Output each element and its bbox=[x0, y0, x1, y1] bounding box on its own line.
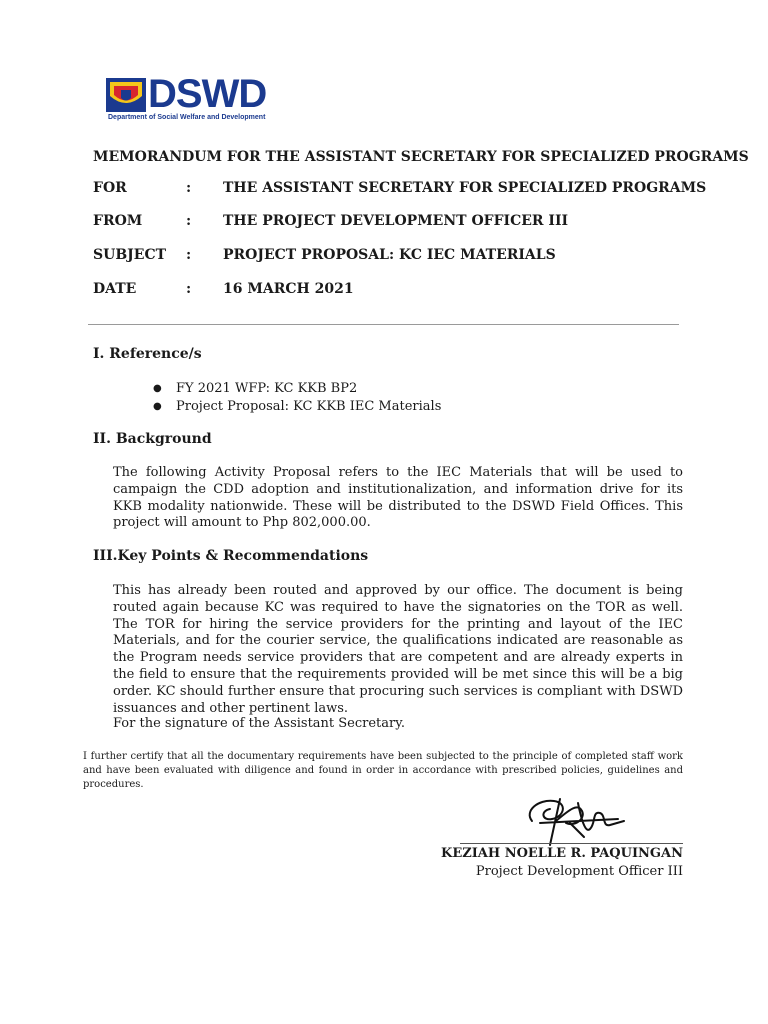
date-label: DATE bbox=[93, 281, 137, 297]
signatory-position: Project Development Officer III bbox=[475, 864, 683, 879]
dswd-logo bbox=[106, 72, 276, 124]
background-heading: II. Background bbox=[93, 431, 212, 447]
from-label: FROM bbox=[93, 213, 143, 229]
key-points-heading: III.Key Points & Recommendations bbox=[93, 548, 369, 564]
from-value: THE PROJECT DEVELOPMENT OFFICER III bbox=[223, 213, 569, 229]
memo-title: MEMORANDUM FOR THE ASSISTANT SECRETARY FOR SPECIALIZED PROGRAMS bbox=[93, 149, 749, 165]
for-value: THE ASSISTANT SECRETARY FOR SPECIALIZED PROGRAMS bbox=[223, 180, 707, 196]
logo-text: DSWD bbox=[148, 72, 267, 116]
logo-subtitle: Department of Social Welfare and Development bbox=[108, 114, 266, 121]
header-divider bbox=[88, 324, 679, 325]
list-item: ● FY 2021 WFP: KC KKB BP2 bbox=[153, 380, 441, 398]
signatory-name: KEZIAH NOELLE R. PAQUINGAN bbox=[441, 846, 683, 861]
colon: : bbox=[186, 281, 192, 297]
list-item: ● Project Proposal: KC KKB IEC Materials bbox=[153, 398, 441, 416]
subject-value: PROJECT PROPOSAL: KC IEC MATERIALS bbox=[223, 247, 556, 263]
certification-text: I further certify that all the documentary requirements have been subjected to the principle of completed staff work and have been evaluated with diligence and found in order in accordance with prescribed policies, guidelines and procedures. bbox=[83, 751, 683, 790]
closing-line: For the signature of the Assistant Secretary. bbox=[113, 716, 405, 731]
colon: : bbox=[186, 247, 192, 263]
dswd-emblem-icon bbox=[106, 78, 146, 112]
background-paragraph: The following Activity Proposal refers to the IEC Materials that will be used to campaign the CDD adoption and institutionalization, and information drive for its KKB modality nationwide. These will be distributed to the DSWD Field Offices. This project will amount to Php 802,000.00. bbox=[113, 465, 683, 531]
signature-line bbox=[460, 843, 683, 844]
reference-heading: I. Reference/s bbox=[93, 346, 202, 362]
signature-mark bbox=[520, 793, 630, 853]
for-label: FOR bbox=[93, 180, 127, 196]
key-points-paragraph: This has already been routed and approved by our office. The document is being routed again because KC was required to have the signatories on the TOR as well. The TOR for hiring the service providers for the printing and layout of the IEC Materials, and for the courier service, the qualifications indicated are reasonable as the Program needs service providers that are competent and are already experts in the field to ensure that the requirements provided will be met since this will be a big order. KC should further ensure that procuring such services is compliant with DSWD issuances and other pertinent laws. bbox=[113, 583, 683, 716]
colon: : bbox=[186, 213, 192, 229]
date-value: 16 MARCH 2021 bbox=[223, 281, 354, 297]
colon: : bbox=[186, 180, 192, 196]
subject-label: SUBJECT bbox=[93, 247, 167, 263]
reference-list bbox=[153, 380, 441, 416]
